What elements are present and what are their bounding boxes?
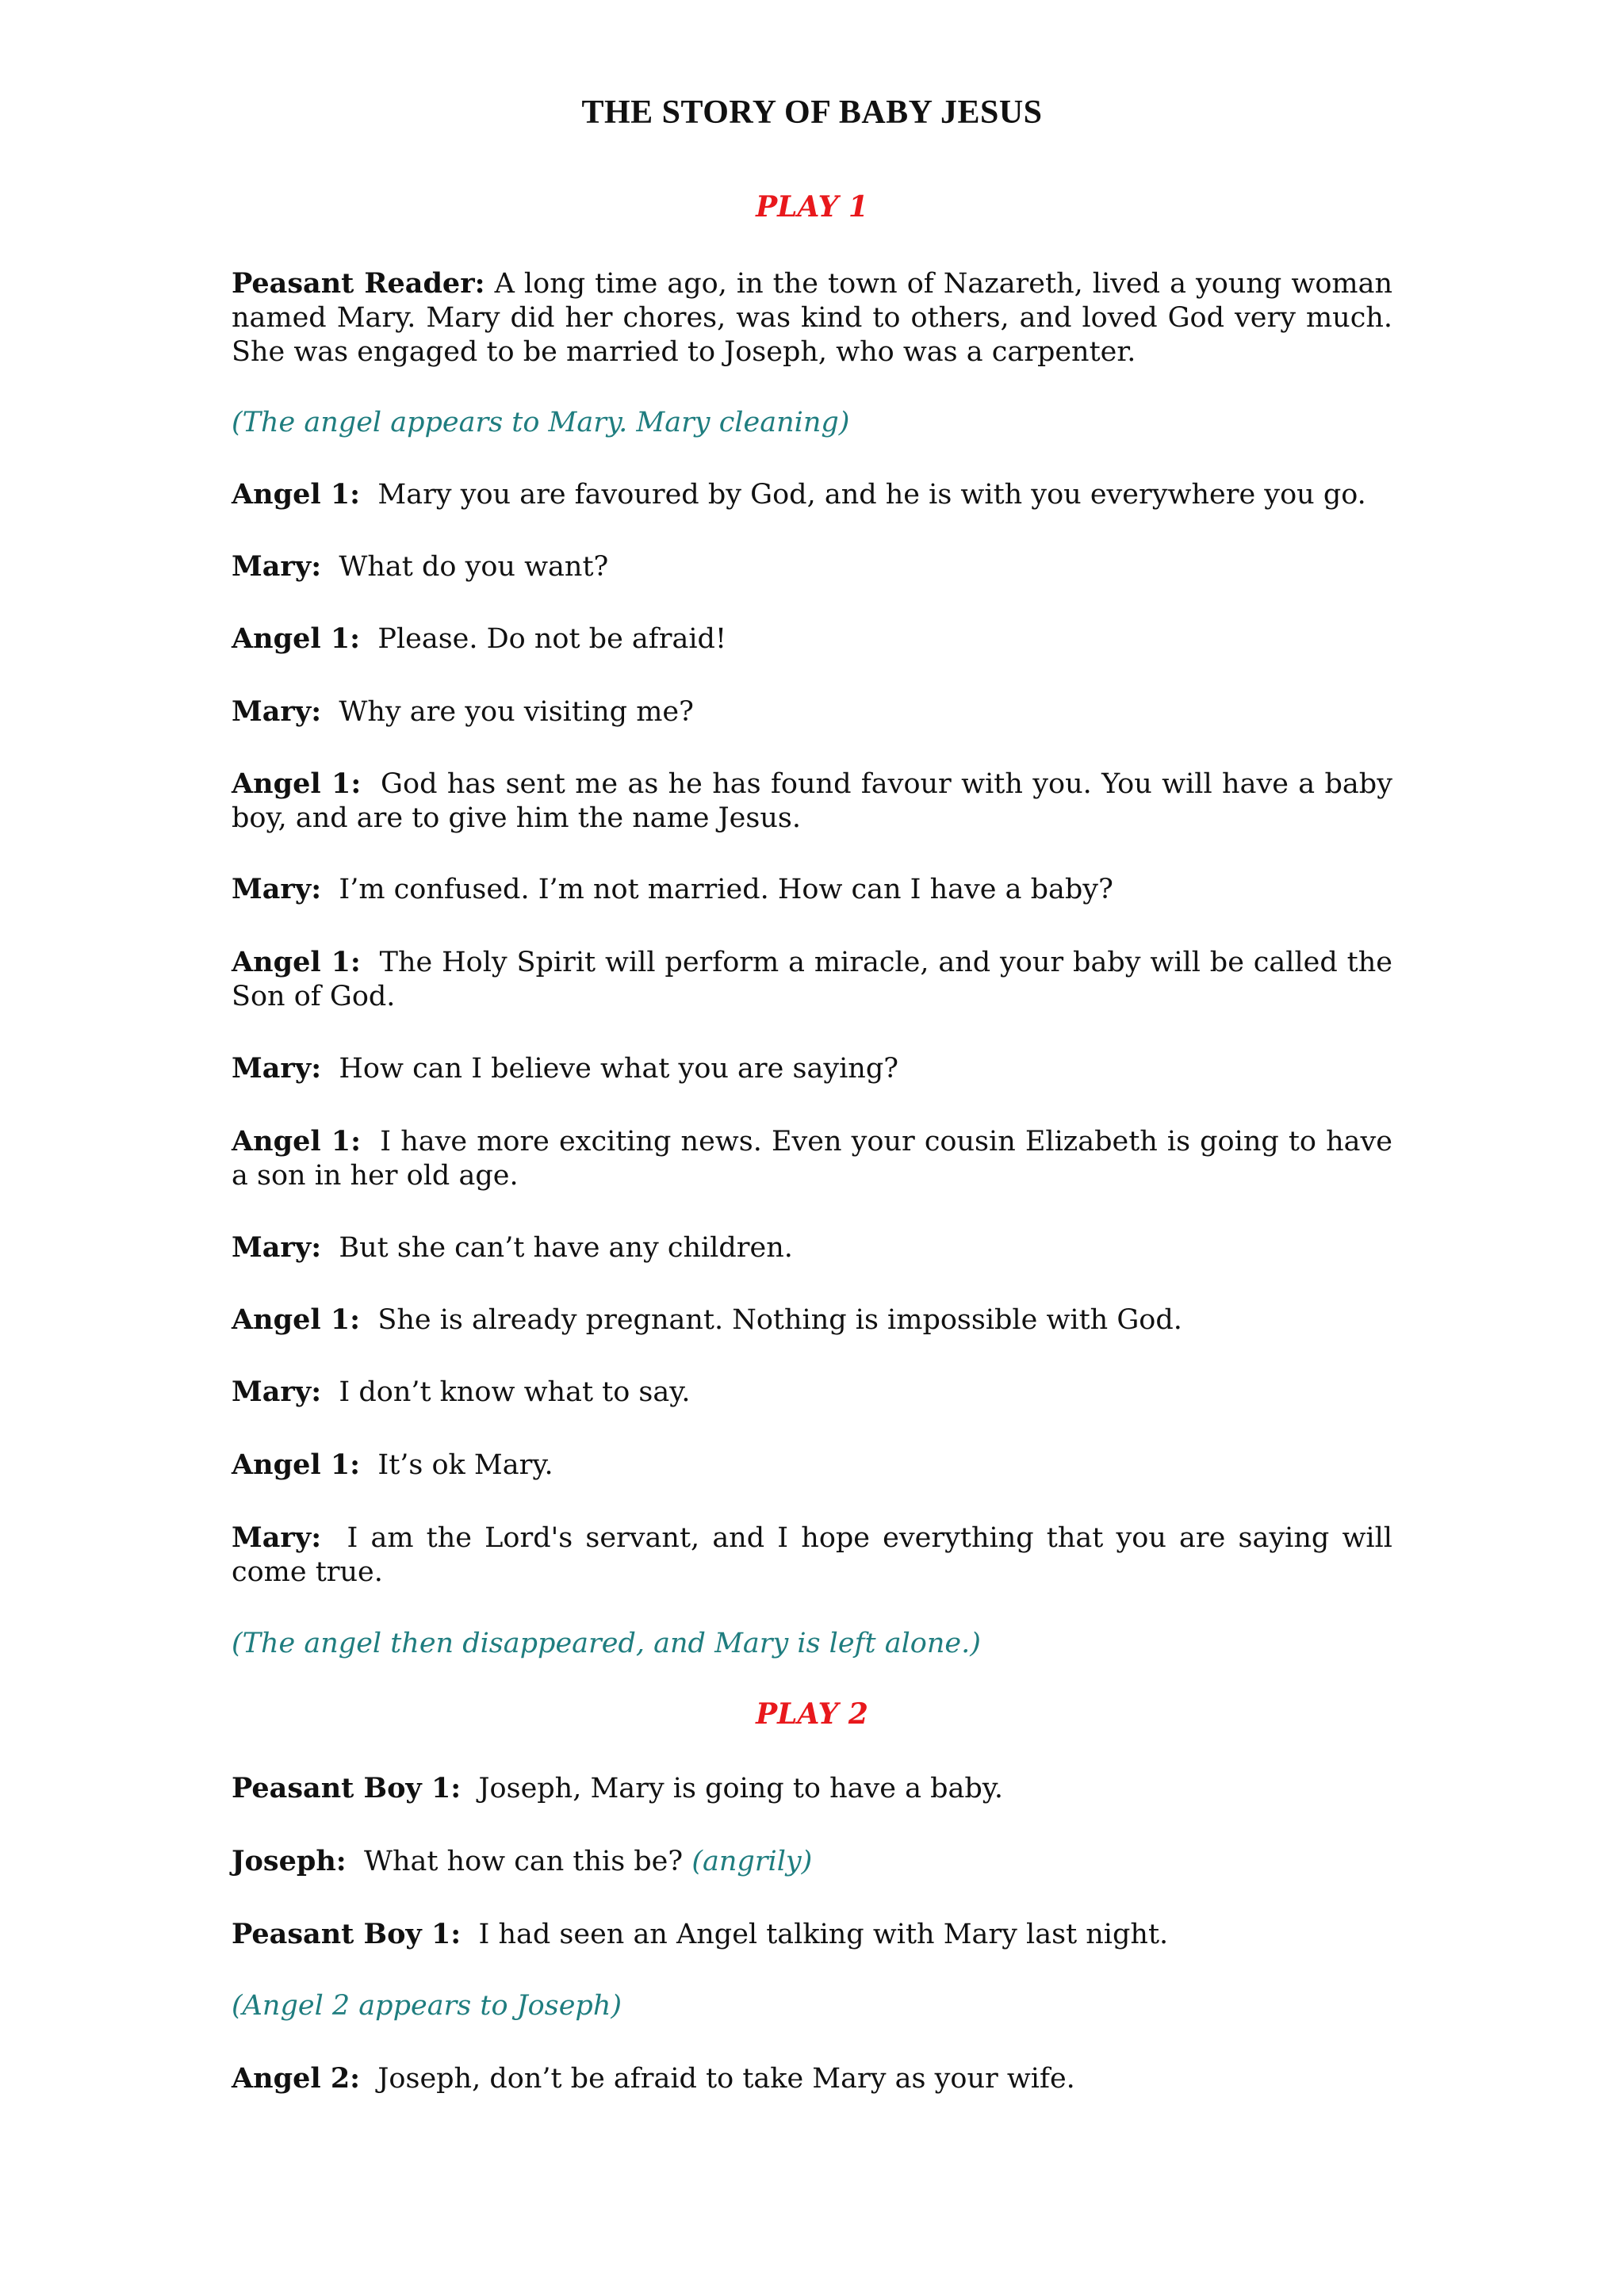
speaker-name: Peasant Reader: <box>232 267 485 300</box>
dialogue-text: Joseph, Mary is going to have a baby. <box>478 1773 1004 1804</box>
speaker-name: Joseph: <box>232 1845 347 1877</box>
dialogue-line <box>232 1521 1392 1590</box>
speaker-name: Mary: <box>232 1376 322 1408</box>
speaker-name: Angel 1: <box>232 946 361 978</box>
stage-direction: (The angel appears to Mary. Mary cleaning) <box>232 407 850 438</box>
speaker-name: Angel 1: <box>232 1125 362 1158</box>
dialogue-text: The Holy Spirit will perform a miracle, and your baby will be called the Son of God. <box>232 947 1392 1012</box>
dialogue-line <box>232 1124 1392 1193</box>
stage-direction: (Angel 2 appears to Joseph) <box>232 1990 622 2022</box>
dialogue-line <box>232 945 1392 1014</box>
dialogue-text: A long time ago, in the town of Nazareth, lived a young woman named Mary. Mary did her chores, was kind to others, and loved God very much. She was engaged to be married to Joseph, who was a carpenter. <box>232 268 1392 368</box>
speaker-name: Peasant Boy 1: <box>232 1772 462 1804</box>
dialogue-text: She is already pregnant. Nothing is impossible with God. <box>377 1304 1182 1336</box>
speaker-name: Mary: <box>232 1231 322 1264</box>
speaker-name: Angel 1: <box>232 1303 361 1336</box>
dialogue-text: Mary you are favoured by God, and he is with you everywhere you go. <box>377 479 1366 511</box>
dialogue-line <box>232 477 1392 512</box>
dialogue-line <box>232 1917 1392 1952</box>
dialogue-line <box>232 695 1392 729</box>
dialogue-line <box>232 1844 1392 1879</box>
dialogue-text: God has sent me as he has found favour with you. You will have a baby boy, and are to give him the name Jesus. <box>232 768 1392 834</box>
speaker-name: Mary: <box>232 550 322 583</box>
speaker-name: Mary: <box>232 1521 322 1554</box>
dialogue-text: What do you want? <box>339 551 609 583</box>
speaker-name: Angel 1: <box>232 1448 361 1481</box>
speaker-name: Peasant Boy 1: <box>232 1918 462 1950</box>
speaker-name: Angel 1: <box>232 478 361 511</box>
speaker-name: Mary: <box>232 873 322 905</box>
speaker-name: Angel 1: <box>232 622 361 655</box>
dialogue-text: How can I believe what you are saying? <box>339 1053 898 1085</box>
dialogue-line <box>232 1448 1392 1483</box>
dialogue-line <box>232 266 1392 369</box>
dialogue-text: Joseph, don’t be afraid to take Mary as your wife. <box>377 2063 1075 2095</box>
dialogue-text: I had seen an Angel talking with Mary last night. <box>478 1919 1169 1950</box>
dialogue-line <box>232 2061 1392 2096</box>
dialogue-text: It’s ok Mary. <box>377 1449 553 1481</box>
dialogue-text: Why are you visiting me? <box>339 696 694 728</box>
stage-direction: (The angel then disappeared, and Mary is left alone.) <box>232 1628 981 1659</box>
inline-stage-direction: (angrily) <box>691 1846 813 1877</box>
play-1-heading: PLAY 1 <box>756 190 868 224</box>
dialogue-text: Please. Do not be afraid! <box>377 623 727 655</box>
dialogue-line <box>232 1051 1392 1086</box>
dialogue-line <box>232 1771 1392 1806</box>
dialogue-line <box>232 1303 1392 1337</box>
dialogue-text: What how can this be? <box>363 1846 684 1877</box>
play-2-heading: PLAY 2 <box>756 1697 868 1731</box>
speaker-name: Mary: <box>232 695 322 728</box>
document-title: THE STORY OF BABY JESUS <box>581 94 1043 131</box>
dialogue-text: I’m confused. I’m not married. How can I have a baby? <box>339 874 1113 905</box>
dialogue-line <box>232 1375 1392 1410</box>
dialogue-text: I am the Lord's servant, and I hope everything that you are saying will come true. <box>232 1522 1392 1588</box>
dialogue-text: I have more exciting news. Even your cousin Elizabeth is going to have a son in her old age. <box>232 1126 1392 1192</box>
dialogue-line <box>232 1230 1392 1265</box>
dialogue-line <box>232 549 1392 584</box>
dialogue-line <box>232 872 1392 907</box>
speaker-name: Angel 1: <box>232 767 362 800</box>
dialogue-line <box>232 767 1392 836</box>
dialogue-text: But she can’t have any children. <box>339 1232 793 1264</box>
speaker-name: Angel 2: <box>232 2062 361 2095</box>
speaker-name: Mary: <box>232 1052 322 1085</box>
dialogue-line <box>232 622 1392 656</box>
dialogue-text: I don’t know what to say. <box>339 1376 691 1408</box>
